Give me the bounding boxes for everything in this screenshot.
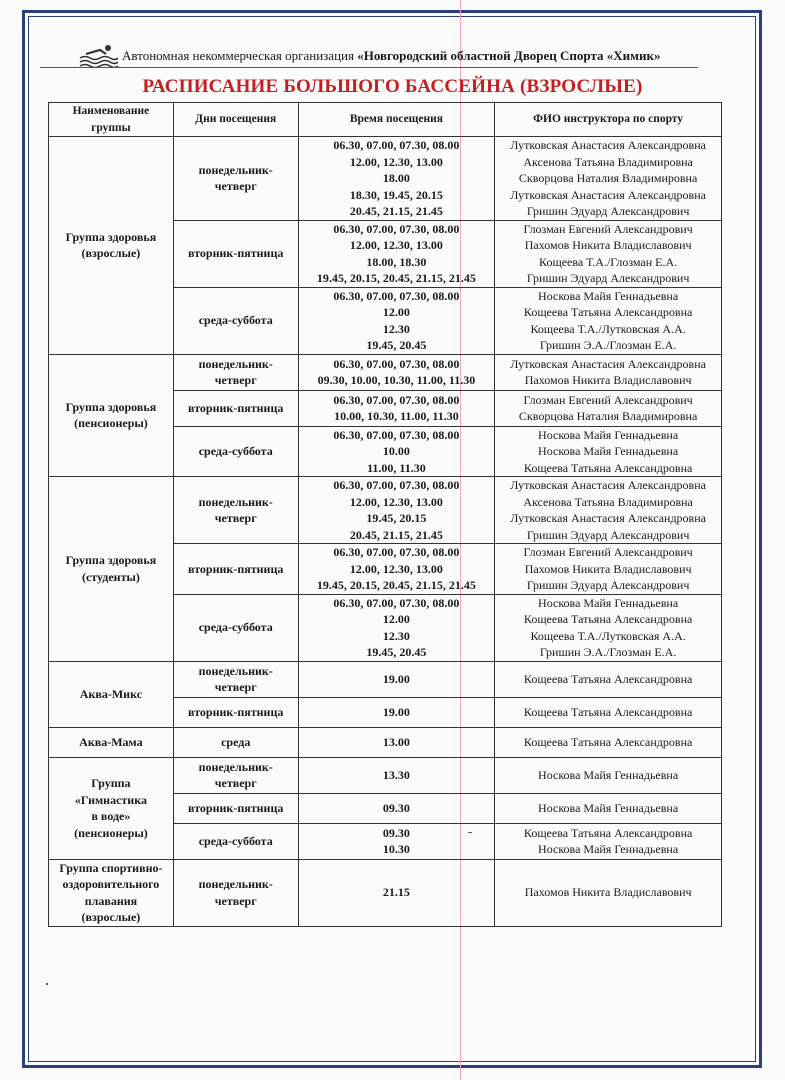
cell-line: Носкова Майя Геннадьевна (538, 288, 679, 303)
table-row (49, 354, 722, 390)
cell-line: 06.30, 07.00, 07.30, 08.00 (333, 221, 460, 236)
cell-line: среда-суббота (198, 313, 273, 328)
cell-line: 19.45, 20.15 (366, 511, 427, 525)
cell-line: вторник-пятница (188, 246, 284, 261)
cell-line: вторник-пятница (188, 704, 284, 719)
time-cell (298, 287, 495, 354)
cell-line: Лутковская Анастасия Александровна (510, 356, 706, 371)
instructor-cell (495, 137, 722, 221)
group-name-cell (49, 727, 174, 757)
cell-line: 13.30 (382, 767, 410, 782)
cell-line: 21.15 (382, 885, 410, 900)
cell-line: Аква-Микс (79, 686, 143, 701)
cell-line: 18.00, 18.30 (366, 254, 427, 269)
days-cell (173, 220, 298, 287)
cell-line: 12.30 (382, 321, 410, 336)
instructor-cell (495, 220, 722, 287)
cell-line: Группа здоровья (65, 399, 157, 414)
cell-line: 12.00 (382, 612, 410, 626)
time-cell (298, 757, 495, 793)
cell-line: 09.30 (382, 825, 410, 840)
group-name-cell (49, 757, 174, 859)
table-row (49, 477, 722, 544)
table-row (49, 727, 722, 757)
cell-line: (пенсионеры) (74, 825, 148, 840)
instructor-cell (495, 757, 722, 793)
cell-line: 12.00, 12.30, 13.00 (349, 154, 443, 169)
instructor-cell (495, 594, 722, 661)
cell-line: понедельник- (198, 356, 273, 371)
cell-line: Гришин Эдуард Александрович (526, 271, 690, 285)
cell-line: Носкова Майя Геннадьевна (538, 842, 679, 856)
cell-line: Пахомов Никита Владиславович (524, 373, 692, 387)
cell-line: Кощеева Татьяна Александровна (523, 460, 693, 475)
cell-line: 06.30, 07.00, 07.30, 08.00 (333, 427, 460, 442)
cell-line: Носкова Майя Геннадьевна (538, 595, 679, 610)
cell-line: 18.00 (382, 171, 410, 185)
instructor-cell (495, 661, 722, 697)
cell-line: вторник-пятница (188, 400, 284, 415)
days-cell (173, 354, 298, 390)
cell-line: понедельник- (198, 494, 273, 509)
cell-line: Кощеева Татьяна Александровна (523, 825, 693, 840)
cell-line: (взрослые) (81, 246, 141, 261)
header-instructor: ФИО инструктора по спорту (495, 103, 722, 137)
days-cell (173, 137, 298, 221)
cell-line: Кощеева Т.А./Лутковская А.А. (530, 628, 686, 643)
cell-line: 12.00, 12.30, 13.00 (349, 561, 443, 576)
cell-line: Аква-Мама (79, 734, 143, 749)
cell-line: Носкова Майя Геннадьевна (538, 427, 679, 442)
cell-line: Группа (91, 776, 131, 790)
days-cell (173, 757, 298, 793)
cell-line: среда-суббота (198, 833, 273, 848)
cell-line: понедельник- (198, 663, 273, 678)
instructor-cell (495, 477, 722, 544)
cell-line: 06.30, 07.00, 07.30, 08.00 (333, 356, 460, 371)
cell-line: Кощеева Татьяна Александровна (523, 305, 693, 319)
cell-line: 10.00 (382, 444, 410, 458)
table-row (49, 661, 722, 697)
cell-line: 12.00 (382, 305, 410, 319)
cell-line: понедельник- (198, 877, 273, 891)
days-cell (173, 661, 298, 697)
cell-line: Глозман Евгений Александрович (523, 545, 693, 559)
cell-line: Гришин Эдуард Александрович (526, 578, 690, 592)
cell-line: Группа спортивно- (59, 860, 163, 875)
cell-line: 11.00, 11.30 (367, 460, 426, 475)
table-header-row (49, 103, 722, 137)
cell-line: 18.30, 19.45, 20.15 (349, 187, 443, 202)
group-name-cell (49, 859, 174, 926)
cell-line: Скворцова Наталия Владимировна (518, 171, 698, 185)
cell-line: среда (221, 734, 251, 749)
schedule-body (49, 137, 722, 927)
instructor-cell (495, 727, 722, 757)
table-row (49, 137, 722, 221)
instructor-cell (495, 287, 722, 354)
cell-line: Группа здоровья (65, 229, 157, 244)
cell-line: Гришин Э.А./Глозман Е.А. (539, 645, 677, 659)
cell-line: «Гимнастика (74, 792, 147, 807)
table-row (49, 859, 722, 926)
time-cell (298, 426, 495, 477)
cell-line: Кощеева Т.А./Глозман Е.А. (539, 254, 678, 269)
cell-line: 19.00 (382, 671, 410, 686)
cell-line: 06.30, 07.00, 07.30, 08.00 (333, 138, 460, 152)
cell-line: оздоровительного (62, 877, 160, 891)
cell-line: Скворцова Наталия Владимировна (518, 409, 698, 423)
group-name-cell (49, 661, 174, 727)
days-cell (173, 426, 298, 477)
time-cell (298, 661, 495, 697)
cell-line: четверг (214, 373, 257, 387)
cell-line: 09.30 (382, 800, 410, 815)
cell-line: Носкова Майя Геннадьевна (538, 767, 679, 782)
cell-line: Кощеева Татьяна Александровна (523, 612, 693, 626)
time-cell (298, 823, 495, 859)
cell-line: Лутковская Анастасия Александровна (510, 511, 706, 525)
days-cell (173, 823, 298, 859)
instructor-cell (495, 697, 722, 727)
cell-line: Пахомов Никита Владиславович (524, 561, 692, 576)
header-time: Время посещения (298, 103, 495, 137)
cell-line: Лутковская Анастасия Александровна (510, 478, 706, 492)
cell-line: четверг (214, 511, 257, 525)
group-name-cell (49, 477, 174, 662)
cell-line: 19.45, 20.45 (366, 645, 427, 659)
cell-line: 12.30 (382, 628, 410, 643)
time-cell (298, 793, 495, 823)
cell-line: в воде» (91, 809, 131, 823)
time-cell (298, 727, 495, 757)
scan-speck (46, 983, 48, 985)
instructor-cell (495, 544, 722, 595)
cell-line: Аксенова Татьяна Владимировна (523, 494, 693, 509)
cell-line: 10.00, 10.30, 11.00, 11.30 (334, 409, 459, 423)
cell-line: Кощеева Т.А./Лутковская А.А. (530, 321, 686, 336)
days-cell (173, 477, 298, 544)
cell-line: (пенсионеры) (74, 416, 148, 431)
header-group: Наименование группы (49, 103, 174, 137)
cell-line: среда-суббота (198, 444, 273, 458)
cell-line: Носкова Майя Геннадьевна (538, 800, 679, 815)
cell-line: 20.45, 21.15, 21.45 (349, 204, 443, 218)
time-cell (298, 137, 495, 221)
scan-mark (468, 832, 472, 833)
cell-line: Гришин Эдуард Александрович (526, 204, 690, 218)
time-cell (298, 697, 495, 727)
cell-line: Кощеева Татьяна Александровна (523, 704, 693, 719)
days-cell (173, 793, 298, 823)
cell-line: среда-суббота (198, 620, 273, 635)
cell-line: Аксенова Татьяна Владимировна (523, 154, 693, 169)
days-cell (173, 697, 298, 727)
days-cell (173, 544, 298, 595)
cell-line: 13.00 (382, 734, 410, 749)
cell-line: Кощеева Татьяна Александровна (523, 671, 693, 686)
days-cell (173, 594, 298, 661)
cell-line: четверг (214, 893, 257, 908)
time-cell (298, 859, 495, 926)
cell-line: четверг (214, 179, 257, 194)
cell-line: Пахомов Никита Владиславович (524, 238, 692, 252)
instructor-cell (495, 793, 722, 823)
cell-line: Глозман Евгений Александрович (523, 392, 693, 407)
cell-line: 19.45, 20.45 (366, 338, 427, 352)
org-name-line (122, 48, 660, 64)
group-name-cell (49, 354, 174, 477)
cell-line: понедельник- (198, 162, 273, 177)
cell-line: Глозман Евгений Александрович (523, 221, 693, 236)
org-name: «Новгородский областной Дворец Спорта «Химик» (357, 48, 661, 63)
cell-line: 10.30 (382, 842, 410, 856)
cell-line: 20.45, 21.15, 21.45 (349, 527, 443, 542)
cell-line: 19.45, 20.15, 20.45, 21.15, 21.45 (316, 578, 476, 592)
cell-line: 12.00, 12.30, 13.00 (349, 238, 443, 252)
days-cell (173, 727, 298, 757)
org-header (78, 40, 698, 70)
table-row (49, 757, 722, 793)
instructor-cell (495, 390, 722, 426)
time-cell (298, 594, 495, 661)
time-cell (298, 477, 495, 544)
days-cell (173, 390, 298, 426)
swimmer-logo-icon (78, 42, 118, 68)
time-cell (298, 220, 495, 287)
page-title: РАСПИСАНИЕ БОЛЬШОГО БАССЕЙНА (ВЗРОСЛЫЕ) (142, 76, 643, 97)
cell-line: 06.30, 07.00, 07.30, 08.00 (333, 392, 460, 407)
cell-line: понедельник- (198, 759, 273, 774)
cell-line: четверг (214, 680, 257, 694)
cell-line: (взрослые) (81, 910, 141, 924)
time-cell (298, 544, 495, 595)
cell-line: Гришин Эдуард Александрович (526, 527, 690, 542)
cell-line: Носкова Майя Геннадьевна (538, 444, 679, 458)
cell-line: Лутковская Анастасия Александровна (510, 138, 706, 152)
instructor-cell (495, 426, 722, 477)
cell-line: Лутковская Анастасия Александровна (510, 187, 706, 202)
header-rule (40, 67, 698, 68)
instructor-cell (495, 823, 722, 859)
instructor-cell (495, 859, 722, 926)
cell-line: (студенты) (81, 569, 140, 584)
schedule-table (48, 102, 722, 927)
cell-line: плавания (84, 893, 138, 908)
group-name-cell (49, 137, 174, 355)
cell-line: вторник-пятница (188, 800, 284, 815)
org-prefix: Автономная некоммерческая организация (122, 48, 354, 63)
instructor-cell (495, 354, 722, 390)
header-days: Дни посещения (173, 103, 298, 137)
cell-line: Гришин Э.А./Глозман Е.А. (539, 338, 677, 352)
cell-line: четверг (214, 776, 257, 790)
cell-line: Пахомов Никита Владиславович (524, 885, 692, 900)
cell-line: 06.30, 07.00, 07.30, 08.00 (333, 545, 460, 559)
cell-line: 06.30, 07.00, 07.30, 08.00 (333, 478, 460, 492)
days-cell (173, 287, 298, 354)
cell-line: 19.00 (382, 704, 410, 719)
cell-line: 12.00, 12.30, 13.00 (349, 494, 443, 509)
days-cell (173, 859, 298, 926)
time-cell (298, 354, 495, 390)
cell-line: 09.30, 10.00, 10.30, 11.00, 11.30 (317, 373, 476, 387)
cell-line: Кощеева Татьяна Александровна (523, 734, 693, 749)
time-cell (298, 390, 495, 426)
cell-line: Группа здоровья (65, 553, 157, 568)
cell-line: вторник-пятница (188, 561, 284, 576)
cell-line: 19.45, 20.15, 20.45, 21.15, 21.45 (316, 271, 476, 285)
cell-line: 06.30, 07.00, 07.30, 08.00 (333, 288, 460, 303)
cell-line: 06.30, 07.00, 07.30, 08.00 (333, 595, 460, 610)
